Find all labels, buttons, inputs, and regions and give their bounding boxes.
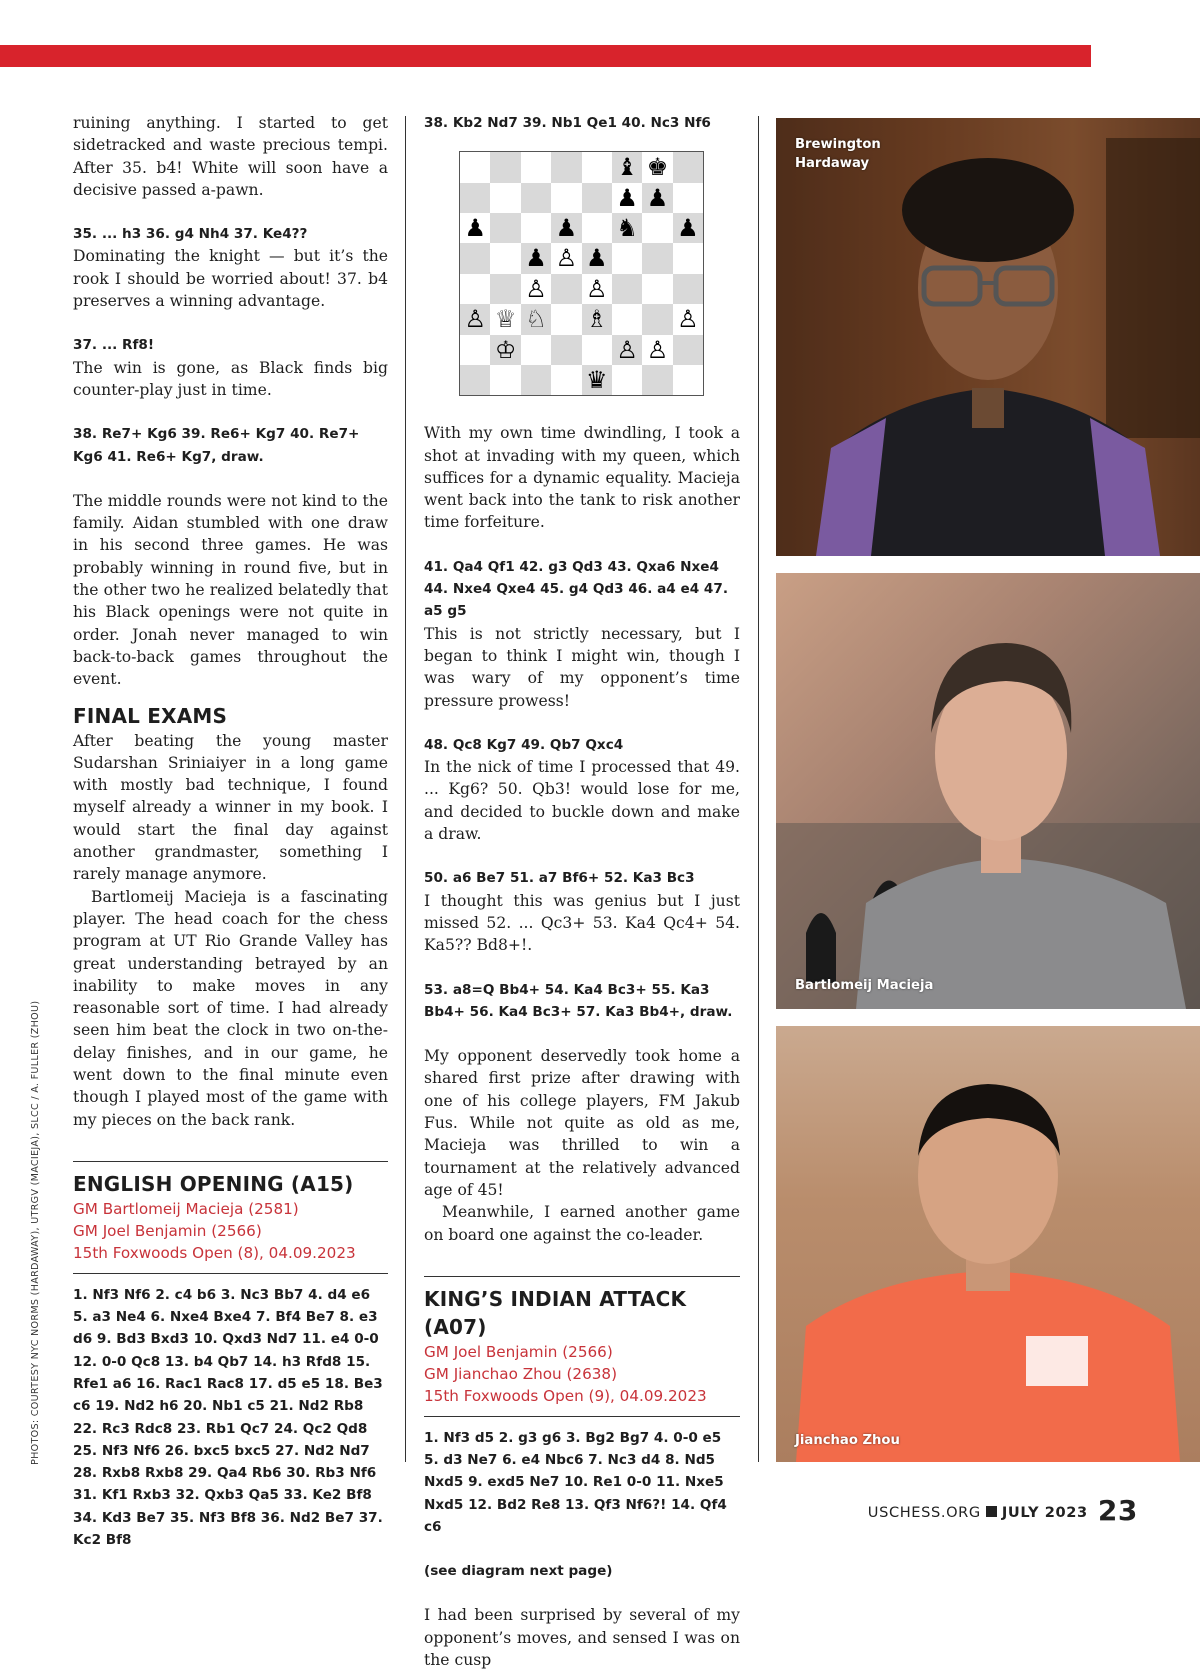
column-divider xyxy=(405,116,406,1462)
board-square xyxy=(521,335,551,365)
paragraph: This is not strictly necessary, but I began to think I might win, though I was wary of my opponent’s time pressure prowess! xyxy=(424,624,740,710)
paragraph: I thought this was genius but I just missed 52. ... Qc3+ 53. Ka4 Qc4+ 54. Ka5?? Bd8+!. xyxy=(424,891,740,955)
column-middle xyxy=(424,112,740,1671)
column-left xyxy=(73,112,388,1551)
white-pawn-icon: ♙ xyxy=(464,305,486,334)
board-square xyxy=(642,243,672,273)
white-knight-icon: ♘ xyxy=(525,305,547,334)
move-text: 38. Re7+ Kg6 39. Re6+ Kg7 40. Re7+ Kg6 41. Re6+ Kg7, draw. xyxy=(73,426,360,465)
board-square xyxy=(551,183,581,213)
board-square xyxy=(673,243,703,273)
event-info: 15th Foxwoods Open (9), 04.09.2023 xyxy=(424,1387,707,1406)
board-square xyxy=(460,335,490,365)
page-number: 23 xyxy=(1097,1494,1138,1527)
divider xyxy=(73,1273,388,1274)
chess-diagram xyxy=(459,151,704,396)
board-square xyxy=(490,213,520,243)
game-header xyxy=(73,1161,388,1265)
black-pawn-icon: ♟ xyxy=(616,183,638,212)
white-king-icon: ♔ xyxy=(494,335,517,364)
game-header xyxy=(424,1276,740,1408)
paragraph: I had been surprised by several of my opponent’s moves, and sensed I was on the cusp xyxy=(424,1606,740,1670)
square-bullet-icon xyxy=(986,1506,997,1517)
divider xyxy=(424,1416,740,1417)
black-pawn-icon: ♟ xyxy=(555,214,578,243)
board-square xyxy=(582,335,612,365)
board-square xyxy=(673,335,703,365)
black-pawn-icon: ♟ xyxy=(525,244,547,273)
move-text: 50. a6 Be7 51. a7 Bf6+ 52. Ka3 Bc3 xyxy=(424,870,695,887)
board-square xyxy=(673,183,703,213)
move-text: (see diagram next page) xyxy=(424,1563,613,1580)
move-text: 53. a8=Q Bb4+ 54. Ka4 Bc3+ 55. Ka3 Bb4+ 56. Ka4 Bc3+ 57. Ka3 Bb4+, draw. xyxy=(424,981,733,1020)
board-square xyxy=(521,365,551,395)
paragraph: With my own time dwindling, I took a shot at invading with my queen, which suffices for a dynamic equality. Macieja went back into the tank to risk another time forfeiture. xyxy=(424,424,740,532)
portrait-illustration xyxy=(776,118,1200,556)
board-square xyxy=(460,152,490,182)
board-square xyxy=(582,152,612,182)
board-square xyxy=(460,274,490,304)
white-queen-icon: ♕ xyxy=(494,305,517,334)
white-pawn-icon: ♙ xyxy=(646,335,669,364)
board-square xyxy=(521,183,551,213)
photo-macieja xyxy=(776,573,1200,1009)
board-square xyxy=(612,365,642,395)
black-knight-icon: ♞ xyxy=(616,214,638,243)
board-square xyxy=(490,243,520,273)
board-square xyxy=(582,183,612,213)
board-square xyxy=(551,304,581,334)
game-title: ENGLISH OPENING (A15) xyxy=(73,1171,354,1196)
section-heading: FINAL EXAMS xyxy=(73,703,228,728)
black-player: GM Joel Benjamin (2566) xyxy=(73,1222,262,1241)
board-square xyxy=(582,213,612,243)
board-square xyxy=(551,152,581,182)
board-square xyxy=(460,243,490,273)
move-text: 35. ... h3 36. g4 Nh4 37. Ke4?? xyxy=(73,226,308,243)
board-square xyxy=(490,183,520,213)
board-square xyxy=(551,274,581,304)
board-square xyxy=(521,152,551,182)
photo-zhou xyxy=(776,1026,1200,1462)
paragraph: ruining anything. I started to get sidetracked and waste precious tempi. After 35. b4! White will soon have a decisive passed a-pawn. xyxy=(73,114,388,199)
white-bishop-icon: ♗ xyxy=(585,305,608,334)
board-square xyxy=(673,274,703,304)
page-footer xyxy=(868,1494,1138,1527)
portrait-illustration xyxy=(776,573,1200,1009)
white-pawn-icon: ♙ xyxy=(525,274,547,303)
site-name: USCHESS.ORG xyxy=(867,1504,981,1521)
paragraph: Dominating the knight — but it’s the rook I should be worried about! 37. b4 preserves a winning advantage. xyxy=(73,247,388,311)
paragraph: The middle rounds were not kind to the family. Aidan stumbled with one draw in his second three games. He was probably winning in round five, but in the other two he realized belatedly that his Black openings were not quite in order. Jonah never managed to win back-to-back games throughout the event. xyxy=(73,491,388,689)
board-square xyxy=(521,213,551,243)
board-square xyxy=(551,365,581,395)
board-square xyxy=(490,365,520,395)
board-square xyxy=(642,365,672,395)
board-square xyxy=(642,304,672,334)
white-pawn-icon: ♙ xyxy=(555,244,578,273)
paragraph: My opponent deservedly took home a shared first prize after drawing with one of his college players, FM Jakub Fus. While not quite as old as me, Macieja was thrilled to win a tournament at the relatively advanced age of 45! xyxy=(424,1047,740,1199)
black-pawn-icon: ♟ xyxy=(677,214,699,243)
board-square xyxy=(460,365,490,395)
event-info: 15th Foxwoods Open (8), 04.09.2023 xyxy=(73,1244,356,1263)
portrait-illustration xyxy=(776,1026,1200,1462)
paragraph: After beating the young master Sudarshan Sriniaiyer in a long game with mostly bad technique, I found myself already a winner in my book. I would start the final day against another grandmaster, something I rarely manage anymore. xyxy=(73,731,388,884)
black-king-icon: ♚ xyxy=(646,153,669,182)
board-square xyxy=(642,213,672,243)
black-player: GM Jianchao Zhou (2638) xyxy=(424,1365,618,1384)
board-square xyxy=(551,335,581,365)
board-square xyxy=(612,274,642,304)
move-text: 41. Qa4 Qf1 42. g3 Qd3 43. Qxa6 Nxe4 44. Nxe4 Qxe4 45. g4 Qd3 46. a4 e4 47. a5 g5 xyxy=(424,558,728,620)
black-bishop-icon: ♝ xyxy=(616,153,638,182)
top-accent-bar xyxy=(0,45,1091,67)
move-text: 37. ... Rf8! xyxy=(73,337,155,354)
issue-month: JULY 2023 xyxy=(1001,1504,1088,1521)
white-player: GM Bartlomeij Macieja (2581) xyxy=(73,1199,299,1218)
move-text: 48. Qc8 Kg7 49. Qb7 Qxc4 xyxy=(424,736,624,753)
game-moves: 1. Nf3 d5 2. g3 g6 3. Bg2 Bg7 4. 0-0 e5 5. d3 Ne7 6. e4 Nbc6 7. Nc3 d4 8. Nd5 Nxd5 9. exd5 Ne7 10. Re1 0-0 11. Nxe5 Nxd5 12. Bd2 Re8 13. Qf3 Nf6?! 14. Qf4 c6 xyxy=(424,1429,727,1535)
move-text: 38. Kb2 Nd7 39. Nb1 Qe1 40. Nc3 Nf6 xyxy=(424,115,711,131)
black-queen-icon: ♛ xyxy=(585,365,608,394)
board-square xyxy=(612,243,642,273)
black-pawn-icon: ♟ xyxy=(464,214,486,243)
white-pawn-icon: ♙ xyxy=(585,274,608,303)
paragraph: Meanwhile, I earned another game on board one against the co-leader. xyxy=(424,1203,740,1244)
game-title: KING’S INDIAN ATTACK (A07) xyxy=(424,1286,687,1339)
board-square xyxy=(490,274,520,304)
white-pawn-icon: ♙ xyxy=(616,335,638,364)
photo-caption: Bartlomeij Macieja xyxy=(795,978,934,993)
photo-hardaway xyxy=(776,118,1200,556)
paragraph: In the nick of time I processed that 49. ... Kg6? 50. Qb3! would lose for me, and decided to buckle down and make a draw. xyxy=(424,758,740,844)
black-pawn-icon: ♟ xyxy=(585,244,608,273)
photo-credit: PHOTOS: COURTESY NYC NORMS (HARDAWAY), UTRGV (MACIEJA), SLCC / A. FULLER (ZHOU) xyxy=(30,1000,41,1465)
board-square xyxy=(673,152,703,182)
paragraph: The win is gone, as Black finds big counter-play just in time. xyxy=(73,358,388,399)
board-square xyxy=(490,152,520,182)
board-square xyxy=(642,274,672,304)
board-square xyxy=(673,365,703,395)
board-square xyxy=(460,183,490,213)
photo-caption: Brewington Hardaway xyxy=(795,137,881,171)
white-player: GM Joel Benjamin (2566) xyxy=(424,1342,613,1361)
paragraph: Bartlomeij Macieja is a fascinating player. The head coach for the chess program at UT Rio Grande Valley has great understanding betrayed by an inability to make moves in any reasonable sort of time. I had already seen him beat the clock in two on-the-delay finishes, and in our game, he went down to the final minute even though I played most of the game with my pieces on the back rank. xyxy=(73,887,388,1129)
column-divider xyxy=(758,116,759,1462)
white-pawn-icon: ♙ xyxy=(677,305,699,334)
game-moves: 1. Nf3 Nf6 2. c4 b6 3. Nc3 Bb7 4. d4 e6 5. a3 Ne4 6. Nxe4 Bxe4 7. Bf4 Be7 8. e3 d6 9. Bd3 Bxd3 10. Qxd3 Nd7 11. e4 0-0 12. 0-0 Qc8 13. b4 Qb7 14. h3 Rfd8 15. Rfe1 a6 16. Rac1 Rac8 17. d5 e5 18. Be3 c6 19. Nd2 h6 20. Nb1 c5 21. Nd2 Rb8 22. Rc3 Rdc8 23. Rb1 Qc7 24. Qc2 Qd8 25. Nf3 Nf6 26. bxc5 bxc5 27. Nd2 Nd7 28. Rxb8 Rxb8 29. Qa4 Rb6 30. Rb3 Nf6 31. Kf1 Rxb3 32. Qxb3 Qa5 33. Ke2 Bf8 34. Kd3 Be7 35. Nf3 Bf8 36. Nd2 Be7 37. Kc2 Bf8 xyxy=(73,1286,383,1549)
board-square xyxy=(612,304,642,334)
black-pawn-icon: ♟ xyxy=(646,183,669,212)
photo-caption: Jianchao Zhou xyxy=(795,1433,900,1448)
